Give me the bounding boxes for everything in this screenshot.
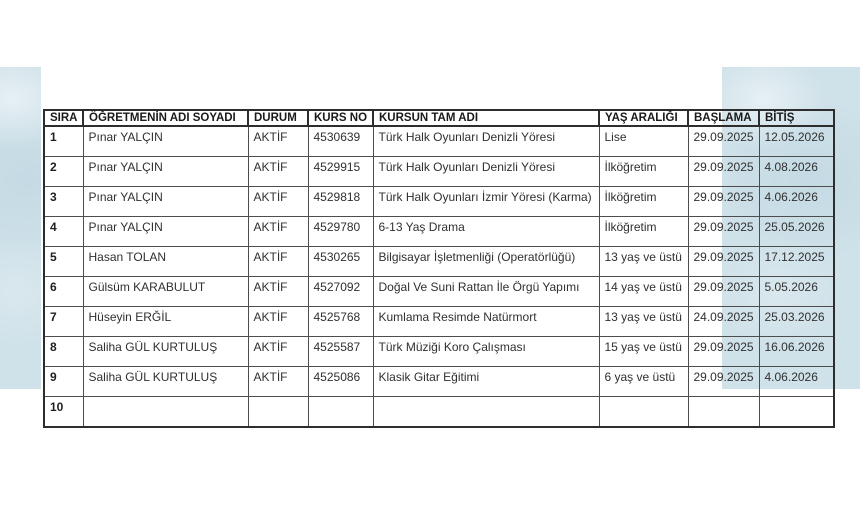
cell-end_date: 5.05.2026	[759, 277, 834, 307]
column-header-course_no: KURS NO	[308, 110, 373, 126]
cell-course_name	[373, 397, 599, 428]
cell-age_range: 15 yaş ve üstü	[599, 337, 688, 367]
cell-start_date: 29.09.2025	[688, 337, 759, 367]
cell-teacher: Hasan TOLAN	[83, 247, 248, 277]
cell-sira: 8	[44, 337, 83, 367]
cell-start_date: 29.09.2025	[688, 157, 759, 187]
cell-course_name: Bilgisayar İşletmenliği (Operatörlüğü)	[373, 247, 599, 277]
table-row	[44, 187, 834, 217]
cell-course_no: 4530639	[308, 126, 373, 157]
cell-sira: 4	[44, 217, 83, 247]
cell-start_date: 29.09.2025	[688, 277, 759, 307]
cell-teacher: Gülsüm KARABULUT	[83, 277, 248, 307]
cell-start_date	[688, 397, 759, 428]
table-row	[44, 217, 834, 247]
table-row	[44, 126, 834, 157]
cell-status: AKTİF	[248, 277, 308, 307]
cell-age_range: Lise	[599, 126, 688, 157]
cell-course_name: Türk Halk Oyunları İzmir Yöresi (Karma)	[373, 187, 599, 217]
cell-sira: 3	[44, 187, 83, 217]
cell-end_date: 17.12.2025	[759, 247, 834, 277]
cell-sira: 10	[44, 397, 83, 428]
cell-start_date: 29.09.2025	[688, 247, 759, 277]
cell-course_no: 4530265	[308, 247, 373, 277]
cell-end_date: 25.03.2026	[759, 307, 834, 337]
column-header-sira: SIRA	[44, 110, 83, 126]
cell-age_range	[599, 397, 688, 428]
cell-age_range: 6 yaş ve üstü	[599, 367, 688, 397]
cell-status: AKTİF	[248, 217, 308, 247]
cell-age_range: İlköğretim	[599, 187, 688, 217]
cell-sira: 2	[44, 157, 83, 187]
cell-course_no: 4529915	[308, 157, 373, 187]
cell-teacher: Hüseyin ERĞİL	[83, 307, 248, 337]
cell-course_no: 4529818	[308, 187, 373, 217]
cell-teacher: Pınar YALÇIN	[83, 157, 248, 187]
column-header-end_date: BİTİŞ	[759, 110, 834, 126]
cell-teacher: Saliha GÜL KURTULUŞ	[83, 337, 248, 367]
cell-teacher: Pınar YALÇIN	[83, 126, 248, 157]
cell-course_name: Klasik Gitar Eğitimi	[373, 367, 599, 397]
column-header-status: DURUM	[248, 110, 308, 126]
column-header-age_range: YAŞ ARALIĞI	[599, 110, 688, 126]
cell-start_date: 29.09.2025	[688, 367, 759, 397]
cell-start_date: 24.09.2025	[688, 307, 759, 337]
table-row-partial	[44, 397, 834, 428]
cell-sira: 9	[44, 367, 83, 397]
left-accent-band	[0, 67, 41, 389]
cell-sira: 7	[44, 307, 83, 337]
cell-age_range: İlköğretim	[599, 157, 688, 187]
cell-status: AKTİF	[248, 157, 308, 187]
cell-end_date: 4.06.2026	[759, 367, 834, 397]
cell-age_range: 14 yaş ve üstü	[599, 277, 688, 307]
column-header-teacher: ÖĞRETMENİN ADI SOYADI	[83, 110, 248, 126]
cell-age_range: 13 yaş ve üstü	[599, 307, 688, 337]
cell-status: AKTİF	[248, 126, 308, 157]
cell-status: AKTİF	[248, 367, 308, 397]
cell-course_no: 4529780	[308, 217, 373, 247]
cell-course_no: 4525587	[308, 337, 373, 367]
column-header-course_name: KURSUN TAM ADI	[373, 110, 599, 126]
cell-status: AKTİF	[248, 247, 308, 277]
cell-end_date: 25.05.2026	[759, 217, 834, 247]
cell-status: AKTİF	[248, 337, 308, 367]
cell-end_date: 4.06.2026	[759, 187, 834, 217]
table-row	[44, 367, 834, 397]
cell-course_no: 4525086	[308, 367, 373, 397]
cell-teacher: Pınar YALÇIN	[83, 217, 248, 247]
header-row	[44, 110, 834, 126]
cell-end_date: 4.08.2026	[759, 157, 834, 187]
cell-course_name: Doğal Ve Suni Rattan İle Örgü Yapımı	[373, 277, 599, 307]
cell-course_name: Kumlama Resimde Natürmort	[373, 307, 599, 337]
cell-end_date: 16.06.2026	[759, 337, 834, 367]
cell-sira: 1	[44, 126, 83, 157]
cell-end_date: 12.05.2026	[759, 126, 834, 157]
column-header-start_date: BAŞLAMA	[688, 110, 759, 126]
cell-end_date	[759, 397, 834, 428]
cell-course_no	[308, 397, 373, 428]
cell-age_range: 13 yaş ve üstü	[599, 247, 688, 277]
table-row	[44, 277, 834, 307]
cell-course_name: Türk Halk Oyunları Denizli Yöresi	[373, 126, 599, 157]
cell-status: AKTİF	[248, 307, 308, 337]
table-row	[44, 247, 834, 277]
cell-start_date: 29.09.2025	[688, 217, 759, 247]
cell-status: AKTİF	[248, 187, 308, 217]
cell-teacher: Saliha GÜL KURTULUŞ	[83, 367, 248, 397]
table-row	[44, 157, 834, 187]
cell-course_no: 4525768	[308, 307, 373, 337]
cell-course_name: 6-13 Yaş Drama	[373, 217, 599, 247]
cell-course_no: 4527092	[308, 277, 373, 307]
cell-status	[248, 397, 308, 428]
table-row	[44, 307, 834, 337]
cell-course_name: Türk Halk Oyunları Denizli Yöresi	[373, 157, 599, 187]
cell-sira: 6	[44, 277, 83, 307]
cell-teacher: Pınar YALÇIN	[83, 187, 248, 217]
course-table-container	[43, 109, 837, 414]
cell-start_date: 29.09.2025	[688, 126, 759, 157]
cell-sira: 5	[44, 247, 83, 277]
table-row	[44, 337, 834, 367]
course-table	[43, 109, 835, 428]
cell-teacher	[83, 397, 248, 428]
cell-start_date: 29.09.2025	[688, 187, 759, 217]
cell-age_range: İlköğretim	[599, 217, 688, 247]
cell-course_name: Türk Müziği Koro Çalışması	[373, 337, 599, 367]
